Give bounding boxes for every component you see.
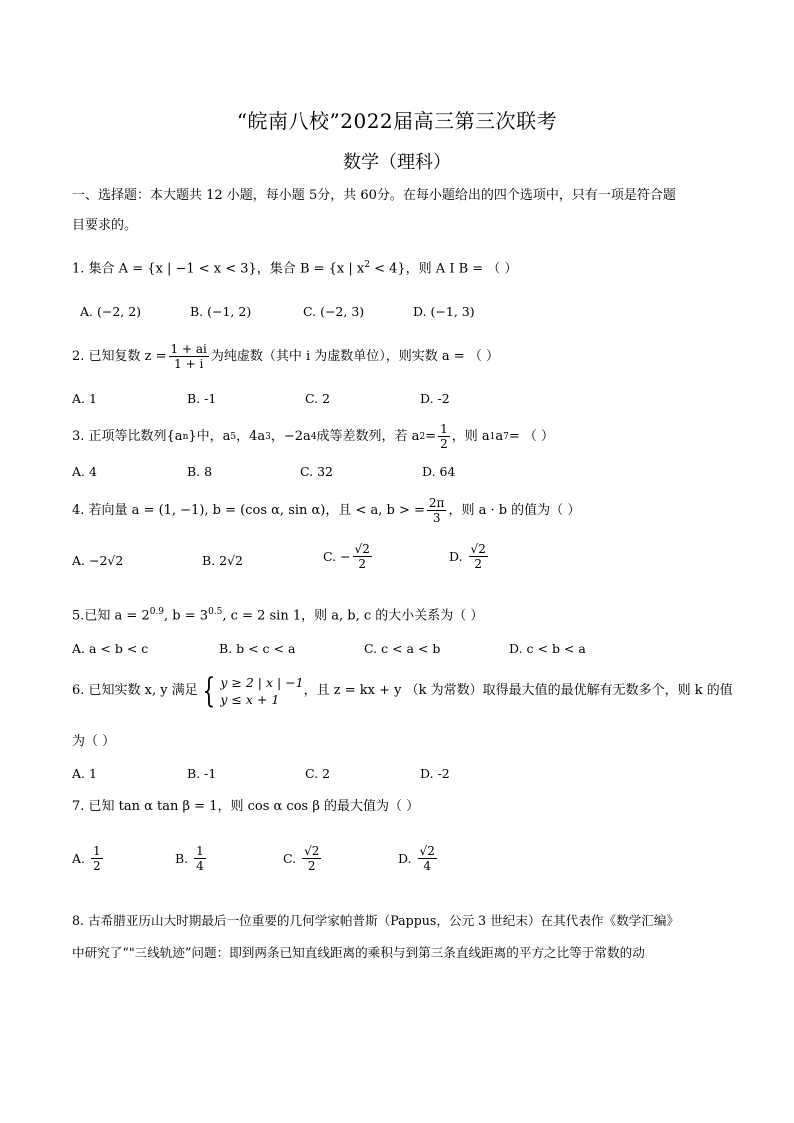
q1-option-d: D. (−1, 3)	[413, 304, 475, 319]
q4-fraction: $\frac{2\pi}{3}$	[428, 496, 445, 525]
q3-option-c: C. 32	[300, 464, 333, 479]
q1-option-b: B. (−1, 2)	[190, 304, 252, 319]
q2-option-c: C. 2	[305, 391, 331, 406]
q3-option-a: A. 4	[72, 464, 97, 479]
q3-fraction: $\frac{1}{2}$	[440, 422, 448, 451]
q5-option-d: D. c < b < a	[509, 641, 586, 656]
q5-option-b: B. b < c < a	[219, 641, 296, 656]
q7-option-a: A. $\frac{1}{2}$	[72, 844, 101, 873]
question-8-line2: 中研究了“"三线轨迹”问题：即到两条已知直线距离的乘积与到第三条直线距离的平方之比等于常数的动	[72, 945, 645, 960]
q3-option-b: B. 8	[187, 464, 213, 479]
q2-option-a: A. 1	[72, 391, 97, 406]
q7-option-d: D. $\frac{√2}{4}$	[398, 844, 435, 873]
q7-option-c: C. $\frac{√2}{2}$	[283, 844, 320, 873]
question-3-stem: 3. 正项等比数列{a n }中，a 5 ，4a 3 ，−2a 4 成等差数列，若 a 2 = $\frac{1}{2}$ ，则 a 1 a 7 = （ ）	[72, 422, 555, 451]
q1-option-c: C. (−2, 3)	[303, 304, 365, 319]
q2-fraction: $\frac{1 + ai}{1 + i}$	[170, 342, 207, 371]
q3-option-d: D. 64	[422, 464, 456, 479]
q6-option-a: A. 1	[72, 766, 97, 781]
question-7-stem: 7. 已知 tan α tan β = 1，则 cos α cos β 的最大值为（ ）	[72, 799, 420, 814]
q6-option-b: B. -1	[187, 766, 217, 781]
question-6-stem: 6. 已知实数 x, y 满足 { y ≥ 2 | x | −1 y ≤ x + 1 ，且 z = kx + y （k 为常数）取得最大值的最优解有无数多个，则 k 的值	[72, 671, 733, 711]
q2-option-d: D. -2	[420, 391, 450, 406]
question-8-line1: 8. 古希腊亚历山大时期最后一位重要的几何学家帕普斯（Pappus，公元 3 世纪末）在其代表作《数学汇编》	[72, 913, 680, 928]
exam-subtitle: 数学（理科）	[343, 152, 451, 173]
q7-option-b: B. $\frac{1}{4}$	[175, 844, 204, 873]
section-heading-line1: 一、选择题：本大题共 12 小题，每小题 5分，共 60分。在每小题给出的四个选项中，只有一项是符合题	[72, 188, 676, 203]
q4-option-b: B. 2√2	[202, 553, 244, 568]
q4-option-a: A. −2√2	[72, 553, 124, 568]
q2-option-b: B. -1	[187, 391, 217, 406]
question-2-stem: 2. 已知复数 z = $\frac{1 + ai}{1 + i}$ 为纯虚数（其中 i 为虚数单位），则实数 a = （ ）	[72, 342, 499, 371]
q5-option-c: C. c < a < b	[364, 641, 441, 656]
question-1-stem: 1. 集合 A = {x | −1 < x < 3}，集合 B = {x | $x^2 < 4$}，则 A I B = （ ）	[72, 260, 518, 277]
q6-inequality-system: { y ≥ 2 | x | −1 y ≤ x + 1	[202, 671, 304, 711]
question-5-stem: 5.已知 $a = 2^{0.9}$, $b = 3^{0.5}$, c = 2 sin 1，则 a, b, c 的大小关系为（ ）	[72, 607, 484, 624]
q6-option-d: D. -2	[420, 766, 450, 781]
section-heading-line2: 目要求的。	[72, 218, 138, 233]
question-6-stem-cont: 为（ ）	[72, 734, 116, 749]
q4-option-d: D. $\frac{√2}{2}$	[449, 542, 486, 571]
q1-option-a: A. (−2, 2)	[80, 304, 142, 319]
exam-title: “皖南八校”2022届高三第三次联考	[236, 109, 558, 133]
question-4-stem: 4. 若向量 a = (1, −1), b = (cos α, sin α)，且 < a, b > = $\frac{2\pi}{3}$ ，则 a · b 的值为（ ）	[72, 496, 581, 525]
q4-option-c: C. − $\frac{√2}{2}$	[323, 542, 370, 571]
q5-option-a: A. a < b < c	[72, 641, 149, 656]
q6-option-c: C. 2	[305, 766, 331, 781]
